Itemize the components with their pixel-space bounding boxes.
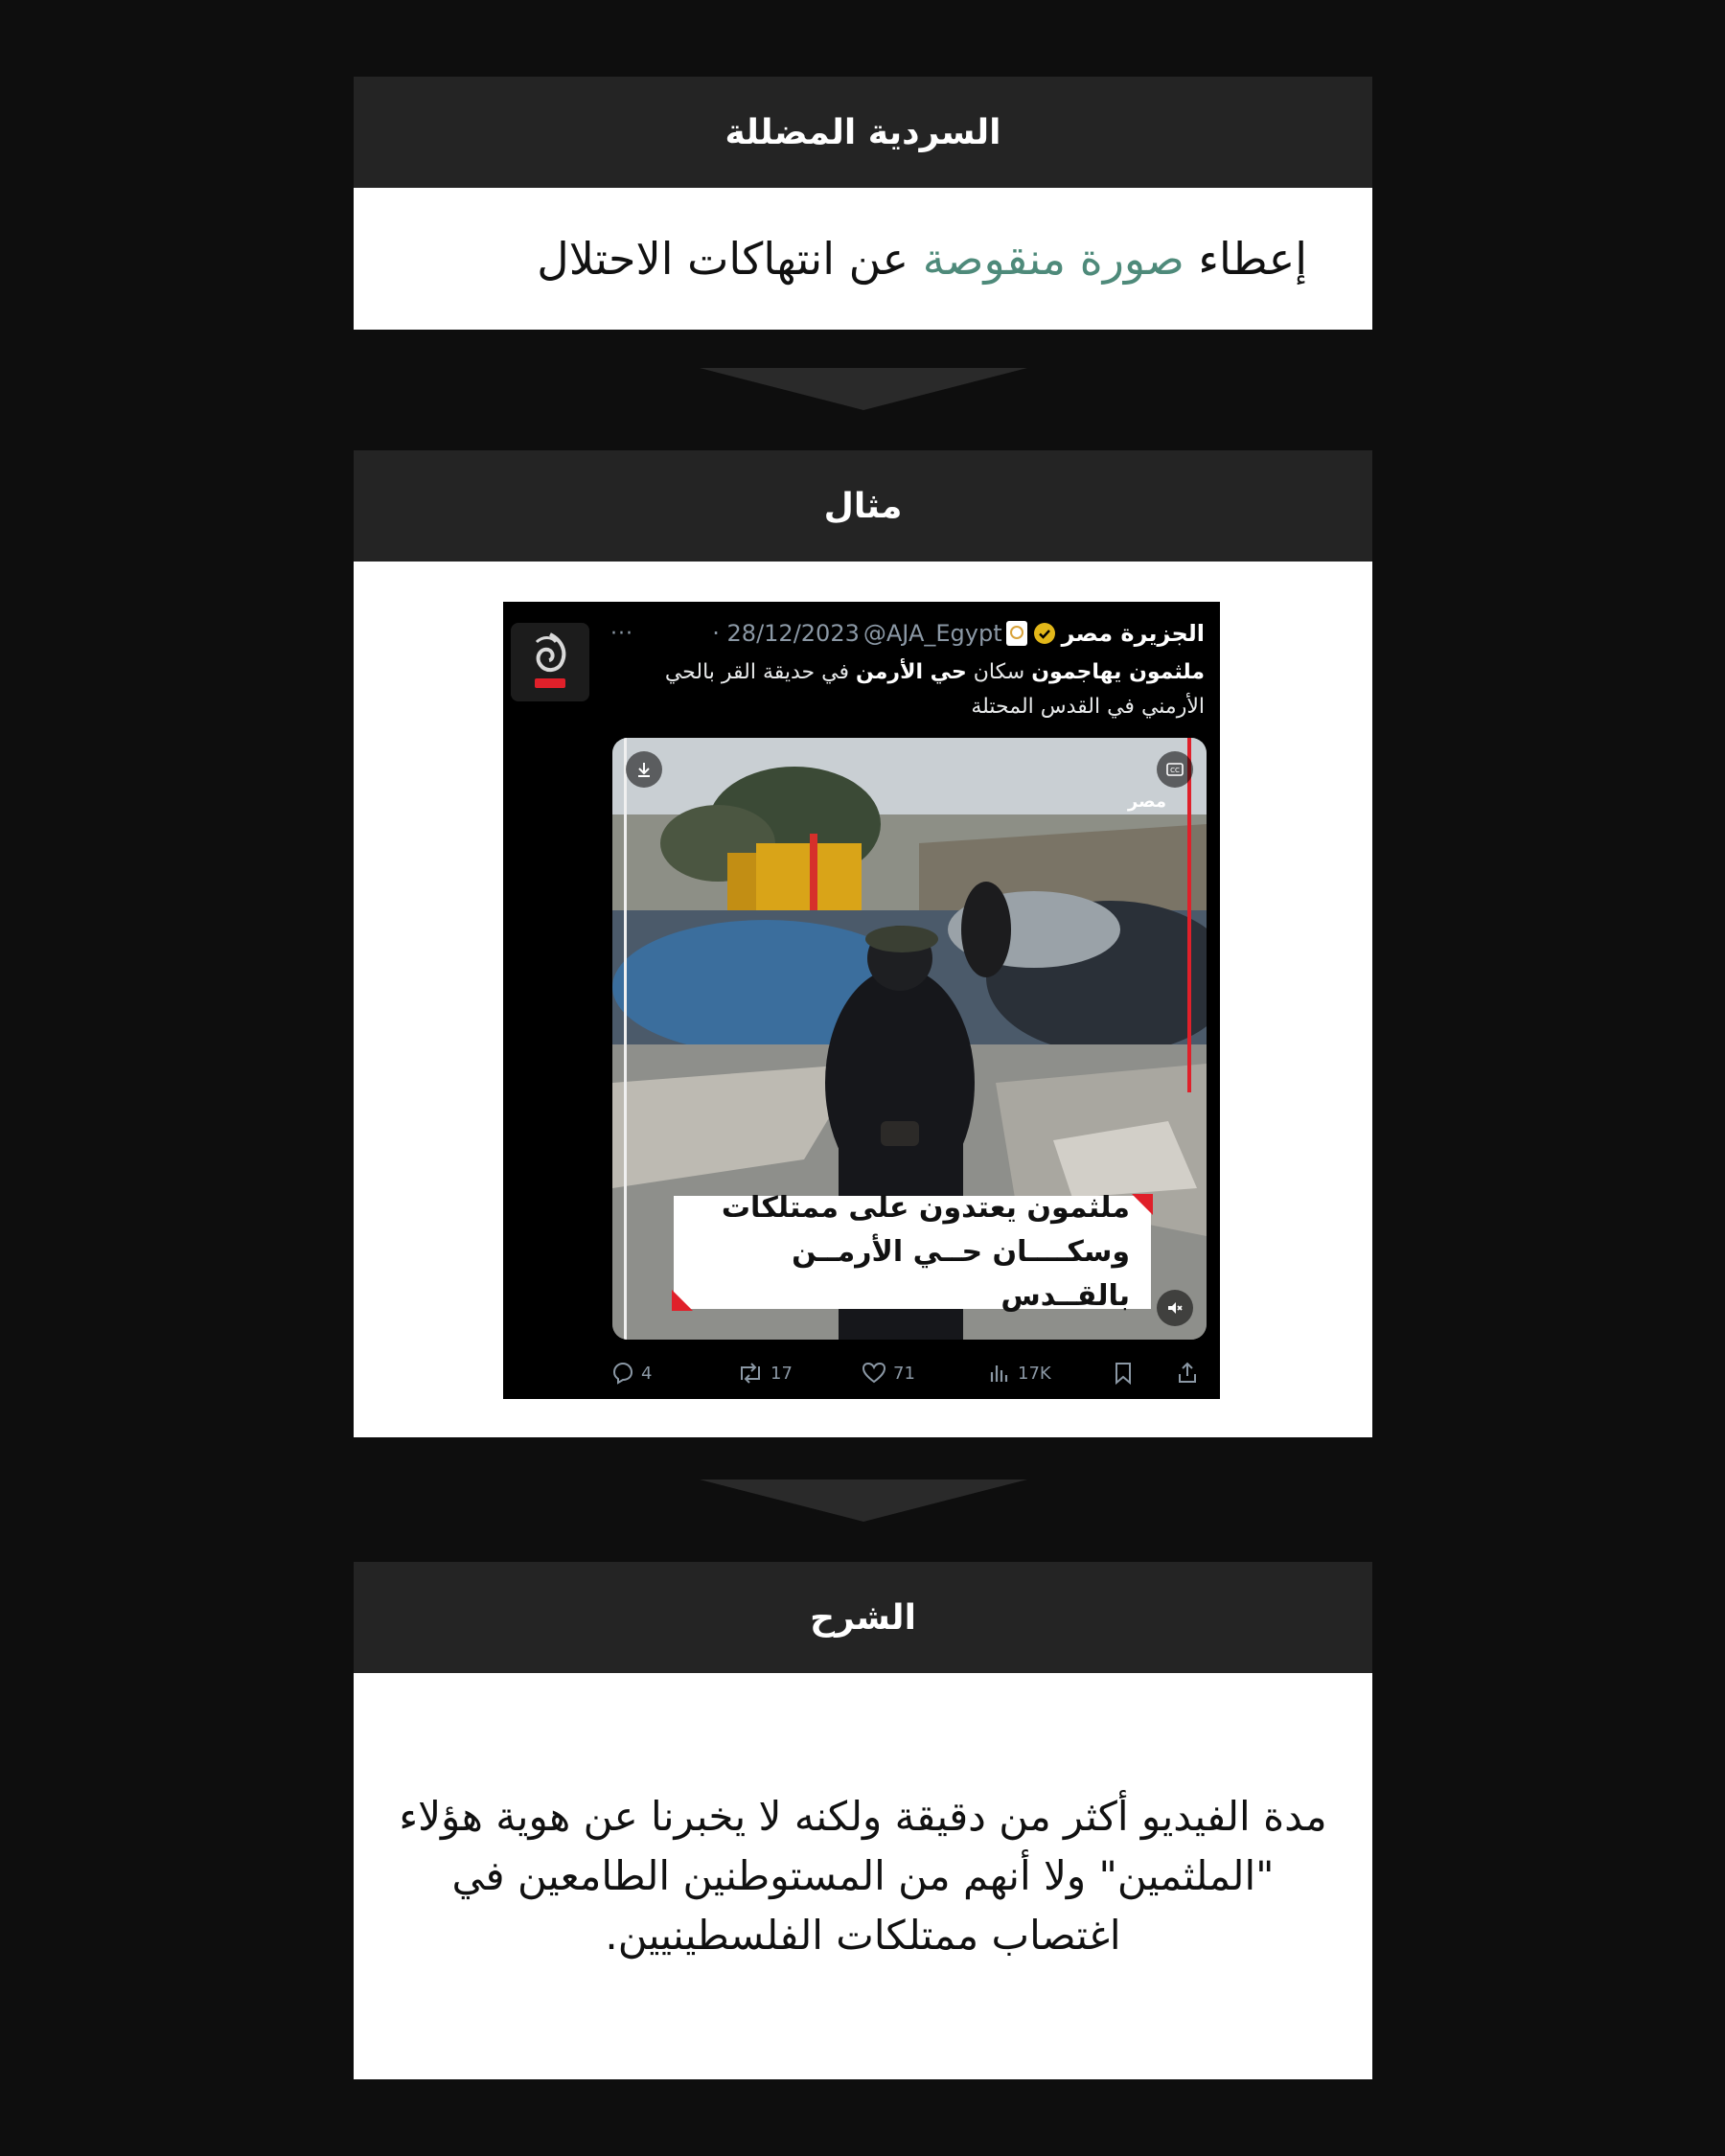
more-options-icon[interactable]: ··· (610, 621, 633, 646)
bookmark-button[interactable] (1113, 1361, 1139, 1386)
narrative-title: السردية المضللة (724, 112, 1001, 152)
tweet-header (610, 617, 1205, 650)
channel-watermark: مصر (1127, 791, 1166, 812)
tweet-video[interactable] (612, 738, 1207, 1340)
example-header (354, 450, 1372, 562)
share-button[interactable] (1176, 1361, 1205, 1386)
caption-line-2: وسكــــان حــي الأرمــن بالقــدس (792, 1235, 1130, 1313)
download-icon[interactable] (626, 751, 662, 788)
handle[interactable]: @AJA_Egypt (862, 620, 1002, 647)
verified-badge-icon (1033, 622, 1056, 645)
video-caption (674, 1191, 1151, 1313)
reply-button[interactable] (610, 1361, 652, 1386)
svg-text:CC: CC (1170, 767, 1180, 774)
reply-count: 4 (641, 1363, 653, 1384)
share-icon (1176, 1361, 1199, 1386)
reply-icon (610, 1361, 635, 1386)
like-button[interactable] (861, 1361, 915, 1386)
repost-button[interactable] (736, 1361, 793, 1386)
explanation-body (354, 1673, 1372, 2079)
caption-line-1: ملثمون يعتدون على ممتلكات (721, 1191, 1130, 1225)
explanation-text: مدة الفيديو أكثر من دقيقة ولكنه لا يخبرنا عن هوية هؤلاء "الملثمين" ولا أنهم من المستوطنين الطامعين في اغتصاب ممتلكات الفلسطينيين. (399, 1793, 1327, 1959)
like-count: 71 (893, 1363, 915, 1384)
affiliate-badge-icon (1006, 621, 1027, 646)
views-button[interactable] (987, 1361, 1051, 1386)
heart-icon (861, 1361, 887, 1386)
captions-icon[interactable] (1157, 751, 1193, 788)
repost-icon (736, 1361, 765, 1386)
explanation-title: الشرح (810, 1597, 916, 1638)
bookmark-icon (1113, 1361, 1134, 1386)
down-arrow-icon (700, 368, 1027, 410)
example-title: مثال (823, 486, 903, 526)
views-icon (987, 1361, 1012, 1386)
down-arrow-icon (700, 1479, 1027, 1522)
view-count: 17K (1018, 1363, 1051, 1384)
avatar (511, 623, 589, 701)
narrative-text: إعطاء صورة منقوصة عن انتهاكات الاحتلال (537, 233, 1307, 285)
mute-icon[interactable] (1157, 1290, 1193, 1326)
narrative-header (354, 77, 1372, 188)
tweet-text: ملثمون يهاجمون سكان حي الأرمن في حديقة القر بالحي الأرمني في القدس المحتلة (664, 660, 1205, 719)
repost-count: 17 (770, 1363, 793, 1384)
explanation-header (354, 1562, 1372, 1673)
example-body (354, 562, 1372, 1437)
aljazeera-logo-icon (523, 631, 577, 694)
tweet-date[interactable]: · 28/12/2023 (712, 620, 860, 647)
tweet-actions (503, 1361, 1220, 1391)
narrative-body (354, 188, 1372, 330)
tweet-screenshot (503, 602, 1220, 1399)
display-name[interactable]: الجزيرة مصر (1061, 620, 1205, 647)
narrative-highlight: صورة منقوصة (922, 233, 1184, 285)
